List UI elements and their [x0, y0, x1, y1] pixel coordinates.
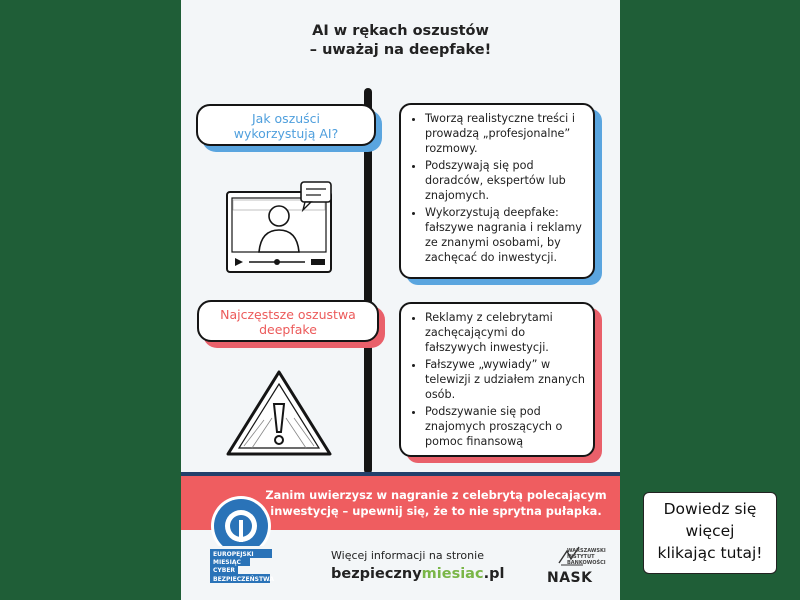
- section2-label: Najczęstsze oszustwa deepfake: [197, 300, 379, 342]
- partner-nask: NASK: [547, 570, 593, 586]
- section1-card: [399, 103, 595, 279]
- list-item: • Fałszywe „wywiady” w telewizji z udziałem znanych osób.: [425, 357, 585, 402]
- ecsm-badge-icon: [201, 494, 281, 587]
- section1-label: Jak oszuści wykorzystują AI?: [196, 104, 376, 146]
- section2-list: [411, 310, 585, 449]
- list-item: • Tworzą realistyczne treści i prowadzą „profesjonalne” rozmowy.: [425, 111, 585, 156]
- section2-card: [399, 302, 595, 457]
- badge-line: BEZPIECZEŃSTWA: [213, 576, 275, 583]
- website-link[interactable]: bezpiecznymiesiac.pl: [331, 566, 505, 582]
- timeline-spine: [364, 88, 372, 474]
- banner-text: Zanim uwierzysz w nagranie z celebrytą polecającym inwestycję – upewnij się, że to nie sprytna pułapka.: [265, 488, 607, 518]
- badge-line: CYBER: [213, 567, 236, 574]
- list-item: • Wykorzystują deepfake: fałszywe nagrania i reklamy ze znanymi osobami, by zachęcać do inwestycji.: [425, 205, 585, 265]
- poster: [181, 0, 620, 600]
- list-item: • Podszywają się pod doradców, ekspertów lub znajomych.: [425, 158, 585, 203]
- section1-list: [411, 111, 585, 265]
- list-item: • Reklamy z celebrytami zachęcającymi do fałszywych inwestycji.: [425, 310, 585, 355]
- warning-triangle-icon: [224, 368, 334, 460]
- learn-more-button[interactable]: Dowiedz się więcej klikając tutaj!: [643, 492, 777, 574]
- poster-title: AI w rękach oszustów – uważaj na deepfake!: [309, 23, 492, 58]
- info-text: Więcej informacji na stronie: [331, 549, 484, 562]
- badge-line: MIESIĄC: [213, 559, 241, 566]
- badge-line: EUROPEJSKI: [213, 551, 254, 558]
- partner-wib: WARSZAWSKI INSTYTUT BANKOWOŚCI: [567, 548, 606, 566]
- video-player-icon: [223, 160, 335, 278]
- list-item: • Podszywanie się pod znajomych proszących o pomoc finansową: [425, 404, 585, 449]
